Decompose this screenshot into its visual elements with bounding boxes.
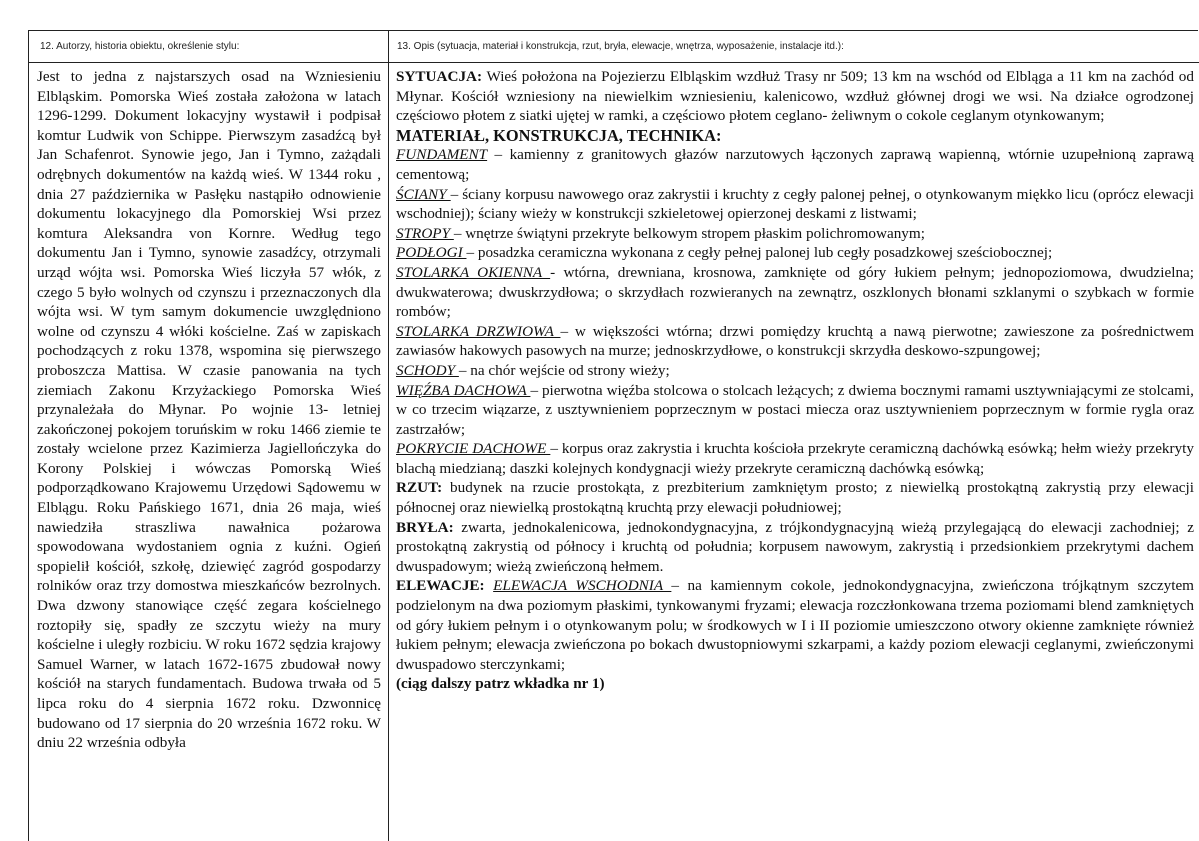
material-item-windows: STOLARKA OKIENNA - wtórna, drewniana, krosnowa, zamknięte od góry łukiem pełnym; jednopoziomowa, dwudzielna; dwukwaterowa; dwuskrzydłowa; o skrzydłach rozwieranych na zewnątrz, oszklonych błonami szklanymi o szybkach w formie rombów; <box>396 263 1195 321</box>
material-item-fundament: FUNDAMENT – kamienny z granitowych głazów narzutowych łączonych zaprawą wapienną, wtórnie uzupełnioną zaprawą cementową; <box>396 146 1194 183</box>
material-item-walls: ŚCIANY – ściany korpusu nawowego oraz zakrystii i kruchty z cegły palonej pełnej, o otynkowanym miękko licu (oprócz elewacji wschodniej); ściany wieży w konstrukcji szkieletowej opierzonej deskami z listwami; <box>396 185 1194 223</box>
material-item-truss: WIĘŹBA DACHOWA – pierwotna więźba stolcowa o stolcach leżących; z dwiema bocznymi ramami usztywniającymi ze stolcami, w co trzecim wiązarze, z usztywnieniem poprzecznym w postaci miecza oraz usztywnieniem poprzecznym w formie rygla oraz zastrzałów; <box>396 381 1194 438</box>
plan-section: RZUT: budynek na rzucie prostokąta, z prezbiterium zamkniętym prosto; z niewielką prostokątną zakrystią przy elewacji północnej oraz niewielką prostokątną kruchtą przy elewacji południowej; <box>396 479 1194 517</box>
elevations-label: ELEWACJE: <box>396 577 485 595</box>
description-column-header: 13. Opis (sytuacja, materiał i konstrukcja, rzut, bryła, elewacje, wnętrza, wyposażenie, instalacje itd.): <box>397 41 844 52</box>
description-text <box>396 67 1194 694</box>
column-divider <box>388 30 389 841</box>
situation-text: Wieś położona na Pojezierzu Elbląskim wzdłuż Trasy nr 509; 13 km na wschód od Elbląga a 11 km na zachód od Młynar. Kościół wzniesiony na niewielkim wzniesieniu, kalenicowo, wzdłuż głównej drogi we wsi. Na działce ogrodzonej częściowo płotem z siatki ujętej w ramki, a częściowo płotem ceglano- żeliwnym o cokole ceglanym otynkowanym; <box>396 68 1194 125</box>
material-item-roofing: POKRYCIE DACHOWE – korpus oraz zakrystia i kruchta kościoła przekryte ceramiczną dachówką esówką; hełm wieży przekryty blachą miedzianą; daszki kolejnych kondygnacji wieży przekryte ceramiczną dachówką esówką; <box>396 440 1194 477</box>
elevations-section: ELEWACJE: ELEWACJA WSCHODNIA – na kamiennym cokole, jednokondygnacyjna, zwieńczona trójkątnym szczytem podzielonym na dwa poziomym płaskimi, tynkowanymi fryzami; elewacja rozczłonkowana trzema poziomami blend zamkniętych od góry łukiem pełnym i o otynkowanym polu; w środkowych w I i II poziomie umieszczono otwory okienne zamknięte również łukiem pełnym; elewacja zwieńczona po bokach dwustopniowymi szkarpami, a każdy poziom elewacji ceglanymi, zwieńczonymi dwuspadowo sterczynkami; <box>396 577 1194 673</box>
situation-section <box>396 67 1194 126</box>
plan-label: RZUT: <box>396 479 443 497</box>
material-item-floors: PODŁOGI – posadzka ceramiczna wykonana z cegły pełnej palonej lub cegły posadzkowej sześciobocznej; <box>396 244 1053 262</box>
situation-label: SYTUACJA: <box>396 68 483 85</box>
history-paragraph: Jest to jedna z najstarszych osad na Wzniesieniu Elbląskim. Pomorska Wieś została założona w latach 1296-1299. Dokument lokacyjny wystawił i podpisał komtur Ludwik von Schippe. Pierwszym zasadźcą był Jan Schafenrot. Synowie jego, Jan i Tymno, zażądali odrębnych dokumentów na każdą wieś. W 1344 roku , dnia 27 października w Pasłęku nastąpiło odnowienie dokumentu lokacyjnego dla Pomorskiej Wsi przez komtura Aleksandra von Kornre. Według tego dokumentu Jan i Tymno, synowie zasadźcy, otrzymali urząd wójta wsi. Pomorska Wieś liczyła 57 włók, z czego 5 było wolnych od czynszu i przeznaczonych dla wójta wsi. W tym samym dokumencie uwzględniono wolne od czynszu 4 włóki kościelne. Zaś w zapiskach pochodzących z roku 1378, wspomina się pierwszego proboszcza Mattisa. W czasie panowania na tych ziemiach Zakonu Krzyżackiego Pomorska Wieś przynależała do Młynar. Po wojnie 13- letniej zakończonej pokojem toruńskim w roku 1466 ziemie te zostały wcielone przez Kazimierza Jagiellończyka do Korony Polskiej i wówczas Pomorską Wieś podporządkowano Krajowemu Urzędowi Sądowemu w Elblągu. Roku Pańskiego 1671, dnia 26 maja, wieś nawiedziła straszliwa nawałnica pożarowa spowodowana wydostaniem ognia z kuźni. Ogień spopielił kościół, szkołę, dziewięć zagród gospodarzy rolników oraz trzy domostwa mieszkańców bezrolnych. Dwa dzwony stanowiące część zegara kościelnego roztopiły się, spadły ze szczytu wieży na mury kościelne i uległy rozbiciu. W roku 1672 sędzia krajowy Samuel Warner, w latach 1672-1675 zbudował nowy kościół na starych fundamentach. Budowa trwała od 5 lipca roku do 4 sierpnia 1672 roku. Dzwonnicę budowano od 17 sierpnia do 20 września 1672 roku. W dniu 22 września odbyła <box>37 68 381 752</box>
material-item-stairs: SCHODY – na chór wejście od strony wieży; <box>396 361 670 379</box>
history-text <box>37 67 381 753</box>
header-rule <box>28 62 1199 63</box>
material-item-doors: STOLARKA DRZWIOWA – w większości wtórna; drzwi pomiędzy kruchtą a nawą pierwotne; zawieszone za pośrednictwem zawiasów hakowych pasowych na murze; jednoskrzydłowe, o konstrukcji skrzydła deskowo-szpungowej; <box>396 322 1195 360</box>
massing-section: BRYŁA: zwarta, jednokalenicowa, jednokondygnacyjna, z trójkondygnacyjną wieżą przylegającą do elewacji zachodniej; z prostokątną zakrystią od północy i kruchtą od południa; korpusem nawowym, zakrystią i przedsionkiem przekrytymi dachem dwuspadowym; wieżą zwieńczoną hełmem. <box>396 518 1194 575</box>
material-heading: MATERIAŁ, KONSTRUKCJA, TECHNIKA: <box>396 125 722 145</box>
east-elevation-label: ELEWACJA WSCHODNIA <box>493 577 672 595</box>
history-column-header: 12. Autorzy, historia obiektu, określenie stylu: <box>40 41 240 52</box>
continuation-note: (ciąg dalszy patrz wkładka nr 1) <box>396 675 605 693</box>
massing-label: BRYŁA: <box>396 518 454 536</box>
material-item-ceilings: STROPY – wnętrze świątyni przekryte belkowym stropem płaskim polichromowanym; <box>396 224 925 242</box>
